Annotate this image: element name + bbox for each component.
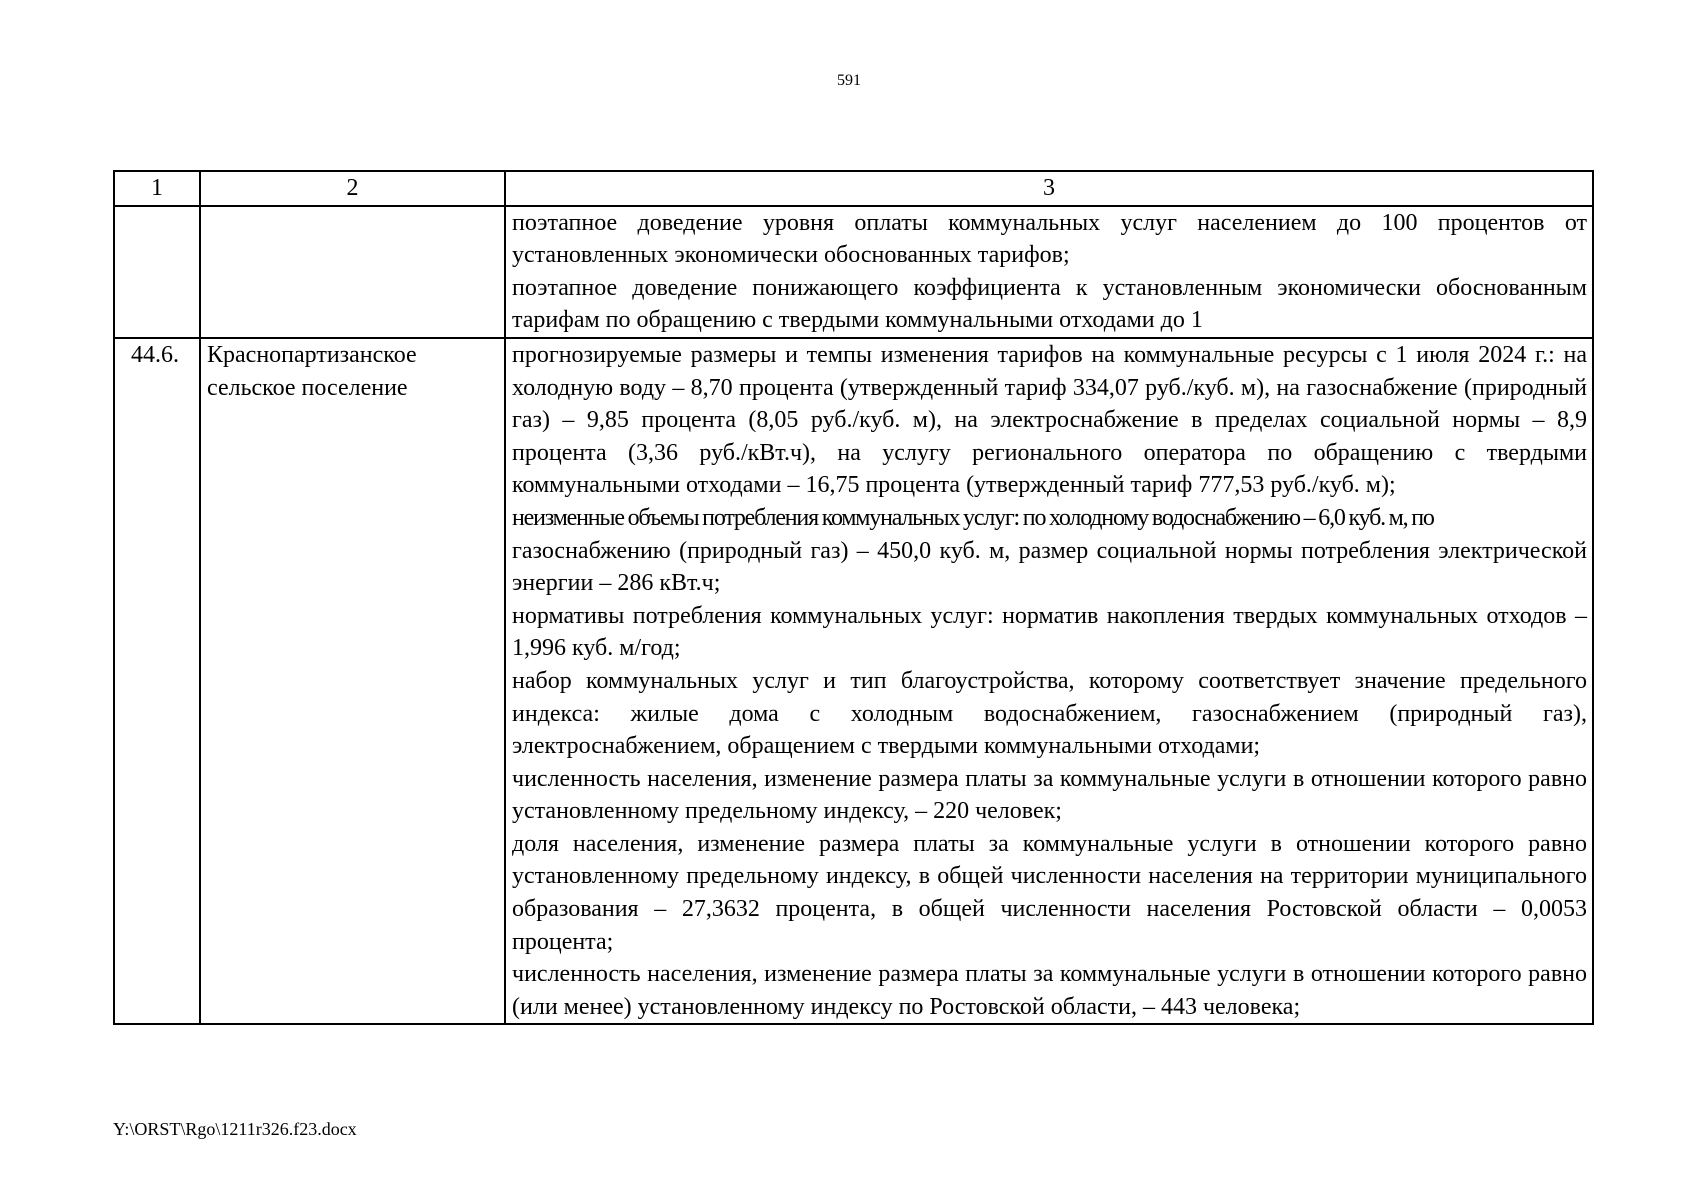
paragraph: поэтапное доведение уровня оплаты коммунальных услуг населением до 100 процентов от установленных экономически обоснованных тарифов; — [512, 209, 1587, 269]
paragraph-volumes-rest: газоснабжению (природный газ) – 450,0 куб. м, размер социальной нормы потребления электрической энергии – 286 кВт.ч; — [512, 537, 1587, 597]
table-row-44-6 — [114, 338, 1593, 1024]
paragraph-norms: нормативы потребления коммунальных услуг: норматив накопления твердых коммунальных отходов – 1,996 куб. м/год; — [512, 602, 1587, 662]
table-header-row — [114, 171, 1593, 206]
row-number: 44.6. — [114, 338, 200, 1024]
table-row-continuation — [114, 206, 1593, 338]
continuation-number-cell — [114, 206, 200, 338]
paragraph-tariffs: прогнозируемые размеры и темпы изменения тарифов на коммунальные ресурсы с 1 июля 2024 г.: на холодную воду – 8,70 процента (утвержденный тариф 334,07 руб./куб. м), на газоснабжение (природный газ) – 9,85 процента (8,05 руб./куб. м), на электроснабжение в пределах социальной нормы – 8,9 процента (3,36 руб./кВт.ч), на услугу регионального оператора по обращению с твердыми коммунальными отходами – 16,75 процента (утвержденный тариф 777,53 руб./куб. м); — [512, 341, 1587, 499]
paragraph-services-set: набор коммунальных услуг и тип благоустройства, которому соответствует значение предельного индекса: жилые дома с холодным водоснабжением, газоснабжением (природный газ), электроснабжением, обращением с твердыми коммунальными отходами; — [512, 667, 1587, 760]
row-text-cell — [505, 338, 1593, 1024]
column-header-3: 3 — [505, 171, 1593, 206]
paragraph-volumes-first-line: неизменные объемы потребления коммунальных услуг: по холодному водоснабжению – 6,0 куб. м, по — [512, 504, 1434, 531]
paragraph: поэтапное доведение понижающего коэффициента к установленным экономически обоснованным тарифам по обращению с твердыми коммунальными отходами до 1 — [512, 274, 1587, 334]
paragraph-population-below-index: численность населения, изменение размера платы за коммунальные услуги в отношении которого равно (или менее) установленному индексу по Ростовской области, – 443 человека; — [512, 961, 1587, 1020]
paragraph-population-share: доля населения, изменение размера платы за коммунальные услуги в отношении которого равно установленному предельному индексу, в общей численности населения на территории муниципального образования – 27,3632 процента, в общей численности населения Ростовской области – 0,0053 процента; — [512, 830, 1587, 955]
continuation-name-cell — [200, 206, 505, 338]
column-header-1: 1 — [114, 171, 200, 206]
paragraph-population-count: численность населения, изменение размера платы за коммунальные услуги в отношении которого равно установленному предельному индексу, – 220 человек; — [512, 765, 1587, 825]
settlement-name: Краснопартизанское сельское поселение — [200, 338, 505, 1024]
column-header-2: 2 — [200, 171, 505, 206]
file-path-footer: Y:\ORST\Rgo\1211r326.f23.docx — [113, 1119, 357, 1139]
tariff-table — [113, 170, 1594, 1025]
page-number: 591 — [837, 72, 861, 89]
continuation-text-cell — [505, 206, 1593, 338]
